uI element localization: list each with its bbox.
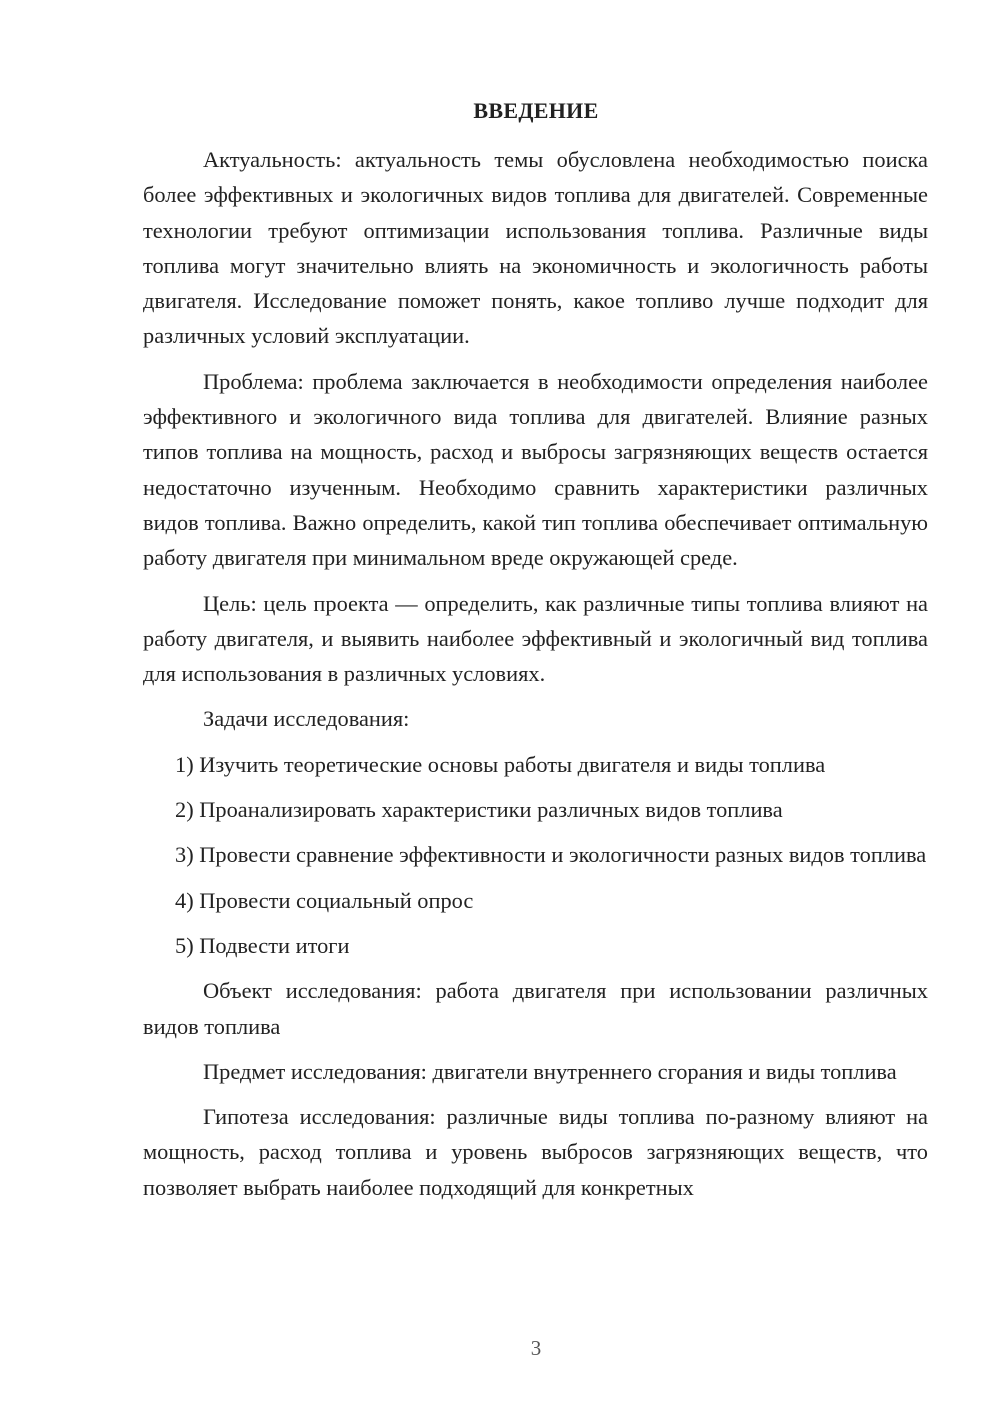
task-item-3: 3) Провести сравнение эффективности и экологичности разных видов топлива xyxy=(175,842,927,868)
paragraph-goal: Цель: цель проекта — определить, как различные типы топлива влияют на работу двигателя, и выявить наиболее эффективный и экологичный вид топлива для использования в различных условиях. xyxy=(143,590,928,687)
paragraph-hypothesis: Гипотеза исследования: различные виды топлива по-разному влияют на мощность, расход топлива и уровень выбросов загрязняющих веществ, что позволяет выбрать наиболее подходящий для конкретных xyxy=(143,1104,928,1200)
paragraph-relevance: Актуальность: актуальность темы обусловлена необходимостью поиска более эффективных и экологичных видов топлива для двигателей. Современные технологии требуют оптимизации использования топлива. Различные виды топлива могут значительно влиять на экономичность и экологичность работы двигателя. Исследование поможет понять, какое топливо лучше подходит для различных условий эксплуатации. xyxy=(143,147,928,349)
task-item-2: 2) Проанализировать характеристики различных видов топлива xyxy=(175,797,783,823)
page-number: 3 xyxy=(530,1336,542,1360)
task-item-1: 1) Изучить теоретические основы работы двигателя и виды топлива xyxy=(175,751,826,777)
task-item-5: 5) Подвести итоги xyxy=(175,932,350,958)
paragraph-tasks-heading: Задачи исследования: xyxy=(203,706,410,732)
paragraph-object: Объект исследования: работа двигателя при использовании различных видов топлива xyxy=(143,978,928,1039)
task-item-4: 4) Провести социальный опрос xyxy=(175,887,474,913)
section-title: ВВЕДЕНИЕ xyxy=(473,98,599,123)
body-text xyxy=(143,142,928,1215)
paragraph-subject: Предмет исследования: двигатели внутреннего сгорания и виды топлива xyxy=(203,1058,897,1084)
paragraph-problem: Проблема: проблема заключается в необходимости определения наиболее эффективного и экологичного вида топлива для двигателей. Влияние разных типов топлива на мощность, расход и выбросы загрязняющих веществ остается недостаточно изученным. Необходимо сравнить характеристики различных видов топлива. Важно определить, какой тип топлива обеспечивает оптимальную работу двигателя при минимальном вреде окружающей среде. xyxy=(143,368,928,571)
